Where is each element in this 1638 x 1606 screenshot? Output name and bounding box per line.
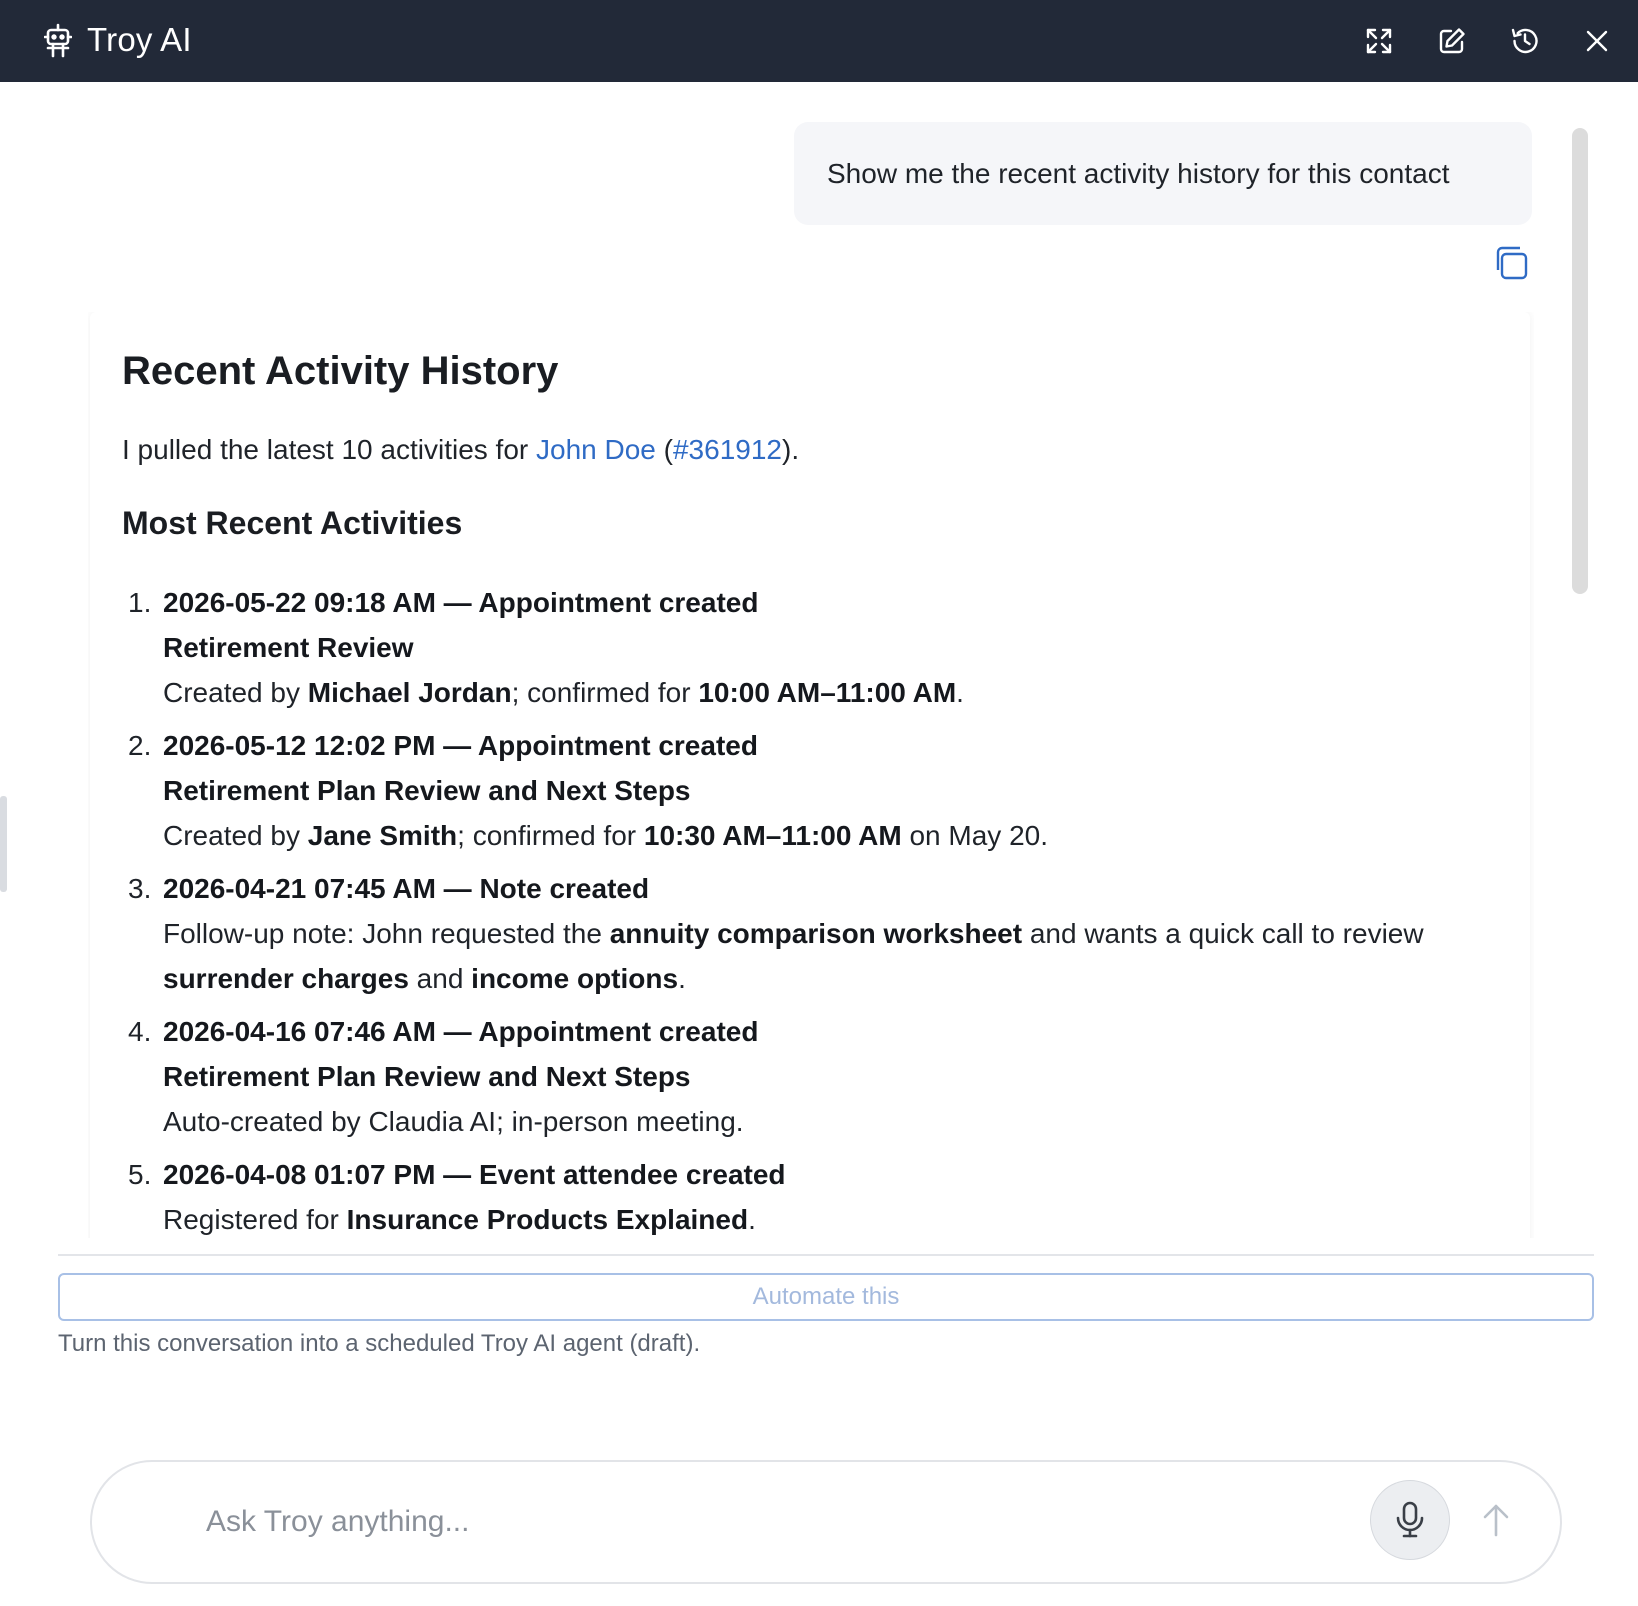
list-number: 1. xyxy=(128,587,152,618)
edit-icon[interactable] xyxy=(1435,24,1469,58)
activity-subtitle: Retirement Plan Review and Next Steps xyxy=(163,1061,691,1092)
resize-handle[interactable] xyxy=(0,796,7,892)
divider xyxy=(58,1254,1594,1256)
activity-item xyxy=(122,1152,1512,1238)
chat-input-container xyxy=(90,1460,1562,1584)
expand-icon[interactable] xyxy=(1362,24,1396,58)
robot-icon xyxy=(44,23,72,59)
activity-heading: 2026-04-16 07:46 AM — Appointment created xyxy=(163,1016,759,1047)
copy-icon[interactable] xyxy=(1492,244,1530,282)
list-number: 2. xyxy=(128,730,152,761)
activity-item xyxy=(122,866,1512,1001)
activity-detail: Follow-up note: John requested the annuity comparison worksheet and wants a quick call to review surrender charges and income options. xyxy=(163,918,1424,994)
activity-item xyxy=(122,1009,1512,1144)
scrollbar-thumb[interactable] xyxy=(1572,128,1588,594)
activity-subtitle: Retirement Review xyxy=(163,632,414,663)
intro-text: ). xyxy=(782,434,800,465)
automate-caption: Turn this conversation into a scheduled Troy AI agent (draft). xyxy=(58,1330,701,1357)
chat-input[interactable] xyxy=(204,1496,1304,1548)
contact-name-link[interactable]: John Doe xyxy=(536,434,656,465)
activity-item xyxy=(122,723,1512,858)
intro-text: I pulled the latest 10 activities for xyxy=(122,434,536,465)
activity-detail: Created by Jane Smith; confirmed for 10:30 AM–11:00 AM on May 20. xyxy=(163,820,1049,851)
activity-heading: 2026-04-21 07:45 AM — Note created xyxy=(163,873,650,904)
answer-title: Recent Activity History xyxy=(122,349,559,393)
answer-intro xyxy=(122,434,799,466)
activity-heading: 2026-04-08 01:07 PM — Event attendee created xyxy=(163,1159,786,1190)
app-title: Troy AI xyxy=(87,21,192,58)
list-number: 5. xyxy=(128,1159,152,1190)
activity-list xyxy=(122,580,1512,1238)
send-arrow-icon[interactable] xyxy=(1468,1492,1524,1548)
activity-subtitle: Retirement Plan Review and Next Steps xyxy=(163,775,691,806)
section-title: Most Recent Activities xyxy=(122,505,463,541)
list-number: 3. xyxy=(128,873,152,904)
assistant-message xyxy=(88,312,1534,1238)
activity-item xyxy=(122,580,1512,715)
microphone-icon[interactable] xyxy=(1370,1480,1450,1560)
activity-detail: Created by Michael Jordan; confirmed for 10:00 AM–11:00 AM. xyxy=(163,677,964,708)
answer-card xyxy=(90,312,1530,1238)
intro-text: ( xyxy=(655,434,673,465)
activity-detail: Auto-created by Claudia AI; in-person meeting. xyxy=(163,1106,744,1137)
close-icon[interactable] xyxy=(1580,24,1614,58)
contact-id-link[interactable]: #361912 xyxy=(672,434,782,465)
chat-header xyxy=(0,0,1638,82)
list-number: 4. xyxy=(128,1016,152,1047)
automate-button[interactable]: Automate this xyxy=(58,1273,1594,1321)
activity-heading: 2026-05-12 12:02 PM — Appointment created xyxy=(163,730,758,761)
activity-detail: Registered for Insurance Products Explained. xyxy=(163,1204,756,1235)
user-message xyxy=(794,122,1532,225)
user-message-text: Show me the recent activity history for this contact xyxy=(827,157,1450,189)
activity-heading: 2026-05-22 09:18 AM — Appointment created xyxy=(163,587,759,618)
history-icon[interactable] xyxy=(1508,24,1542,58)
